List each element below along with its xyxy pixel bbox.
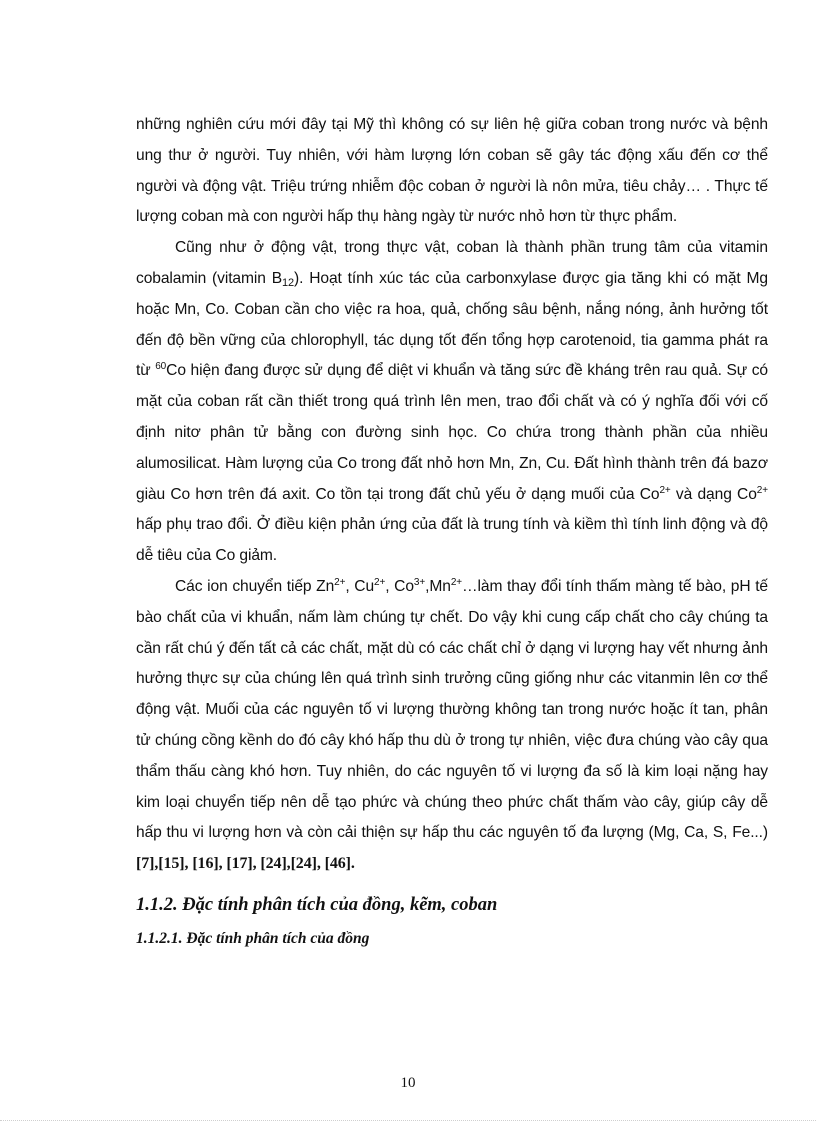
document-page: [136, 110, 768, 952]
text-run: Các ion chuyển tiếp Zn: [175, 577, 335, 595]
superscript-charge: 3+: [413, 576, 426, 588]
text-run: ,Mn: [425, 577, 451, 595]
superscript-isotope-60: 60: [155, 361, 167, 373]
page-number: 10: [400, 1075, 416, 1091]
text-run: …làm thay đổi tính thấm màng tế bào, pH tế bào chất của vi khuẩn, nấm làm chúng tự chết. Do vậy khi cung cấp chất cho cây chúng ta cần rất chú ý đến tất cả các chất, mặt dù có các chất chỉ ở dạng vi lượng hay vết nhưng ảnh hưởng thực sự của chúng lên quá trình sinh trưởng cũng giống như các vitanmin lên cơ thể động vật. Muối của các nguyên tố vi lượng thường không tan trong nước hoặc ít tan, phân tử chúng cồng kềnh do đó cây khó hấp thu dù ở trong tự nhiên, việc đưa chúng vào cây qua thẩm thấu càng khó hơn. Tuy nhiên, do các nguyên tố vi lượng đa số là kim loại nặng hay kim loại chuyển tiếp nên dễ tạo phức và chúng theo phức chất thấm vào cây, giúp cây dễ hấp thu vi lượng hơn và còn cải thiện sự hấp thu các nguyên tố đa lượng (Mg, Ca, S, Fe...): [136, 577, 769, 842]
paragraph-cobalt-toxicity: những nghiên cứu mới đây tại Mỹ thì không có sự liên hệ giữa coban trong nước và bệnh ung thư ở người. Tuy nhiên, với hàm lượng lớn coban sẽ gây tác động xấu đến cơ thể người và động vật. Triệu trứng nhiễm độc coban ở người là nôn mửa, tiêu chảy… . Thực tế lượng coban mà con người hấp thụ hàng ngày từ nước nhỏ hơn từ thực phẩm.: [136, 116, 768, 226]
superscript-charge: 2+: [450, 576, 463, 588]
superscript-charge: 2+: [334, 576, 346, 588]
paragraph-cobalt-in-plants: [136, 233, 768, 572]
superscript-charge: 2+: [374, 576, 386, 588]
reference-list: [7],[15], [16], [17], [24],[24], [46].: [136, 855, 355, 873]
text-run: ). Hoạt tính xúc tác của carbonxylase được gia tăng khi có mặt Mg hoặc Mn, Co. Coban cần cho việc ra hoa, quả, chống sâu bệnh, nắng nóng, ảnh hưởng tốt đến độ bền vững của chlorophyll, tác dụng tốt đến tổng hợp carotenoid, tia gamma phát ra từ: [136, 269, 768, 380]
page-bottom-divider: [0, 1120, 816, 1121]
text-run: , Co: [385, 577, 414, 595]
section-heading: 1.1.2. Đặc tính phân tích của đồng, kẽm, coban: [136, 894, 498, 915]
paragraph-transition-ions: [136, 572, 768, 880]
text-run: Co hiện đang được sử dụng để diệt vi khuẩn và tăng sức đề kháng trên rau quả. Sự có mặt của coban rất cần thiết trong quá trình lên men, trao đổi chất và có ý nghĩa đối với cố định nitơ phân tử bằng con đường sinh học. Co chứa trong thành phần của nhiều alumosilicat. Hàm lượng của Co trong đất nhỏ hơn Mn, Zn, Cu. Đất hình thành trên đá bazơ giàu Co hơn trên đá axit. Co tồn tại trong đất chủ yếu ở dạng muối của Co: [136, 362, 768, 503]
superscript-charge: 2+: [659, 484, 671, 496]
superscript-charge: 2+: [756, 484, 768, 496]
text-run: và dạng Co: [670, 485, 757, 503]
text-run: hấp phụ trao đổi. Ở điều kiện phản ứng của đất là trung tính và kiềm thì tính linh động và độ dễ tiêu của Co giảm.: [136, 516, 768, 565]
text-run: Cũng như ở động vật, trong thực vật, coban là thành phần trung tâm của vitamin cobalamin (vitamin B: [136, 239, 768, 287]
subsection-heading: 1.1.2.1. Đặc tính phân tích của đồng: [136, 929, 370, 947]
subscript-b12: 12: [282, 276, 295, 289]
text-run: , Cu: [345, 577, 375, 595]
